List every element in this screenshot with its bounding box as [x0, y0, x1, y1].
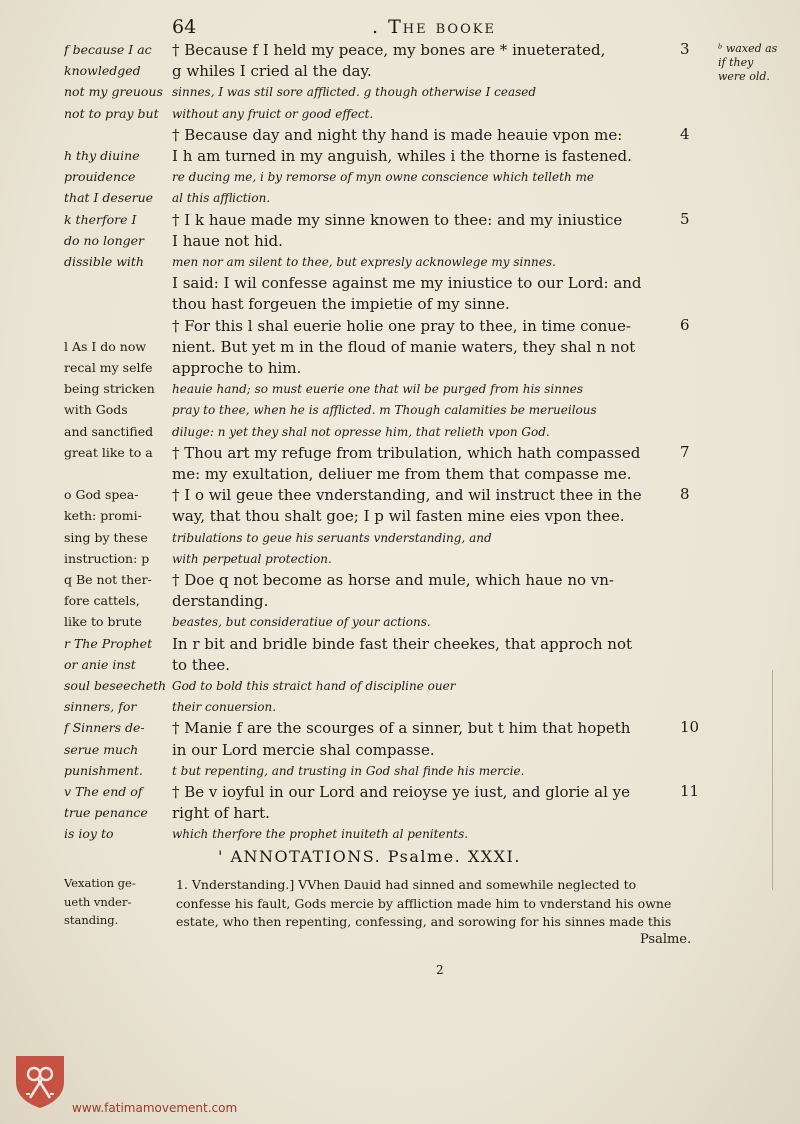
commentary-line: heauie hand; so must euerie one that wil be purged from his sinnes	[172, 382, 583, 397]
verse-line: right of hart.	[172, 804, 270, 823]
margin-gloss: great like to a	[64, 445, 153, 460]
verse-line: in our Lord mercie shal compasse.	[172, 740, 435, 759]
verse-line: I h am turned in my anguish, whiles i the thorne is fastened.	[172, 147, 632, 165]
verse-line: to thee.	[172, 655, 231, 674]
commentary-line: men nor am silent to thee, but expresly acknowlege my sinnes.	[172, 255, 556, 269]
margin-gloss: o God spea-	[64, 488, 139, 503]
verse-line: nient. But yet m in the floud of manie waters, they shal n not	[172, 337, 636, 356]
verse-line: † Manie f are the scourges of a sinner, but t him that hopeth	[172, 719, 631, 738]
commentary-line: al this affliction.	[172, 191, 271, 206]
margin-gloss: k therfore I	[64, 212, 137, 227]
margin-gloss: l As I do now	[64, 339, 147, 354]
commentary-line: their conuersion.	[172, 700, 277, 715]
margin-gloss: knowledged	[64, 64, 141, 79]
margin-gloss: sing by these	[64, 530, 148, 545]
commentary-line: diluge: n yet they shal not opresse him, that relieth vpon God.	[172, 424, 550, 439]
verse-line: † Doe q not become as horse and mule, which haue no vn-	[172, 571, 614, 589]
verse-number: 5	[680, 209, 690, 228]
margin-gloss: not to pray but	[64, 106, 159, 121]
margin-gloss: sinners, for	[64, 700, 137, 715]
running-head: . The booke	[372, 16, 496, 38]
commentary-line: re ducing me, i by remorse of myn owne conscience which telleth me	[172, 170, 594, 185]
verse-line: way, that thou shalt goe; I p wil fasten mine eies vpon thee.	[172, 507, 625, 526]
commentary-line: without any fruict or good effect.	[172, 106, 374, 121]
verse-line: me: my exultation, deliuer me from them that compasse me.	[172, 465, 632, 483]
commentary-line: pray to thee, when he is afflicted. m Though calamities be merueilous	[172, 403, 597, 418]
margin-gloss: q Be not ther-	[64, 573, 152, 587]
annotation-text: 1. Vnderstanding.] VVhen Dauid had sinned and somewhile neglected to	[176, 877, 637, 892]
annotation-line	[0, 913, 800, 933]
margin-gloss: r The Prophet	[64, 636, 153, 651]
margin-gloss: v The end of	[64, 785, 143, 799]
page-header	[0, 14, 800, 40]
margin-gloss: f because I ac	[64, 43, 152, 57]
commentary-line: with perpetual protection.	[172, 551, 332, 566]
margin-gloss: with Gods	[64, 403, 128, 418]
verse-line: g whiles I cried al the day.	[172, 62, 372, 81]
verse-line: In r bit and bridle binde fast their cheekes, that approch not	[172, 634, 633, 653]
margin-gloss: instruction: p	[64, 551, 150, 566]
margin-gloss: do no longer	[64, 233, 144, 248]
margin-gloss: that I deserue	[64, 191, 154, 206]
margin-gloss: recal my selfe	[64, 361, 153, 375]
annotation-text: estate, who then repenting, confessing, and sorowing for his sinnes made this	[176, 914, 672, 929]
commentary-line: tribulations to geue his seruants vnderstanding, and	[172, 530, 492, 545]
verse-line: thou hast forgeuen the impietie of my sinne.	[172, 295, 510, 314]
verse-number: 6	[680, 315, 690, 334]
commentary-line: which therfore the prophet inuiteth al penitents.	[172, 827, 469, 842]
margin-rule	[772, 670, 773, 890]
verse-line: derstanding.	[172, 592, 269, 611]
verse-number: 8	[680, 485, 690, 504]
outer-margin-note: ᵇ waxed as if they were old.	[718, 42, 778, 83]
margin-gloss: and sanctified	[64, 424, 154, 439]
margin-gloss: keth: promi-	[64, 509, 142, 524]
margin-gloss: or anie inst	[64, 657, 136, 672]
verse-line: approche to him.	[172, 359, 302, 377]
margin-gloss: being stricken	[64, 382, 155, 397]
verse-line: † Be v ioyful in our Lord and reioyse ye iust, and glorie al ye	[172, 783, 631, 801]
margin-gloss: fore cattels,	[64, 594, 140, 609]
page-number: 64	[172, 16, 197, 38]
verse-number: 11	[680, 782, 700, 800]
margin-gloss: is ioy to	[64, 827, 114, 842]
verse-number: 7	[680, 442, 690, 461]
annotations-heading: ' ANNOTATIONS. Psalme. XXXI.	[218, 847, 521, 866]
verse-line: I said: I wil confesse against me my iniustice to our Lord: and	[172, 274, 642, 293]
annotation-text: confesse his fault, Gods mercie by affliction made him to vnderstand his owne	[176, 895, 672, 911]
annotation-margin-gloss: ueth vnder-	[64, 894, 132, 909]
commentary-line: sinnes, I was stil sore afflicted. g though otherwise I ceased	[172, 85, 537, 100]
verse-line: † For this l shal euerie holie one pray to thee, in time conue-	[172, 316, 631, 335]
margin-gloss: true penance	[64, 806, 148, 821]
commentary-line: God to bold this straict hand of discipline ouer	[172, 679, 456, 693]
signature-mark: 2	[436, 963, 444, 977]
papal-keys-shield-icon[interactable]	[12, 1052, 68, 1110]
margin-gloss: punishment.	[64, 763, 143, 778]
verse-line: † Thou art my refuge from tribulation, which hath compassed	[172, 443, 641, 462]
margin-gloss: not my greuous	[64, 85, 163, 100]
text-line	[0, 824, 800, 848]
annotation-margin-gloss: Vexation ge-	[64, 876, 136, 890]
verse-number: 10	[680, 718, 700, 737]
verse-number: 4	[680, 124, 690, 143]
verse-line: † I k haue made my sinne knowen to thee: and my iniustice	[172, 210, 623, 229]
margin-gloss: f Sinners de-	[64, 721, 145, 736]
verse-number: 3	[680, 40, 690, 58]
annotations-end: Psalme.	[640, 932, 692, 947]
commentary-line: t but repenting, and trusting in God shal finde his mercie.	[172, 763, 525, 778]
verse-line: † I o wil geue thee vnderstanding, and wil instruct thee in the	[172, 486, 642, 505]
margin-gloss: soul beseecheth	[64, 679, 167, 693]
verse-line: † Because f I held my peace, my bones are * inueterated,	[172, 41, 606, 59]
margin-gloss: serue much	[64, 742, 139, 757]
verse-line: I haue not hid.	[172, 231, 283, 250]
annotation-line	[0, 876, 800, 896]
margin-gloss: like to brute	[64, 615, 142, 630]
commentary-line: beastes, but consideratiue of your actions.	[172, 615, 431, 630]
footer-url-link[interactable]: www.fatimamovement.com	[72, 1101, 238, 1115]
annotation-margin-gloss: standing.	[64, 913, 119, 927]
margin-gloss: dissible with	[64, 255, 144, 269]
margin-gloss: h thy diuine	[64, 149, 140, 163]
margin-gloss: prouidence	[64, 170, 136, 185]
annotation-line	[0, 895, 800, 915]
verse-line: † Because day and night thy hand is made heauie vpon me:	[172, 125, 623, 144]
